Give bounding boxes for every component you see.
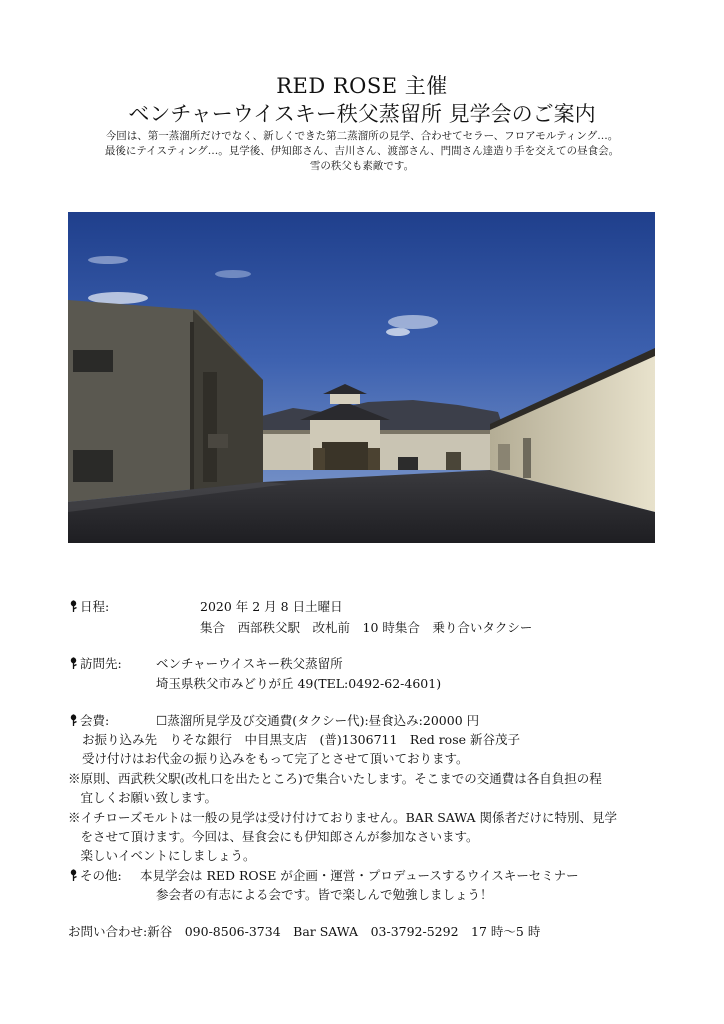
event-organizer-title: RED ROSE 主催 <box>276 74 448 98</box>
visit-address: 埼玉県秩父市みどりが丘 49(TEL:0492-62-4601) <box>156 676 442 691</box>
visit-name: ベンチャーウイスキー秩父蒸留所 <box>156 656 343 671</box>
fee-note: 受け付けはお代金の振り込みをもって完了とさせて頂いております。 <box>82 751 469 766</box>
fee-section <box>68 711 109 729</box>
schedule-section <box>68 597 109 615</box>
visit-section <box>68 654 122 672</box>
intro-line: 今回は、第一蒸溜所だけでなく、新しくできた第二蒸溜所の見学、合わせてセラー、フロアモルティング…。 <box>105 130 619 142</box>
distillery-photo <box>68 212 655 543</box>
intro-line: 雪の秩父も素敵です。 <box>309 160 415 172</box>
note-line: 楽しいイベントにしましょう。 <box>68 848 256 863</box>
visit-label: 訪問先: <box>80 656 122 671</box>
note-line: ※原則、西武秩父駅(改札口を出たところ)で集合いたします。そこまでの交通費は各自負担の程 <box>68 771 602 786</box>
note-line: ※イチローズモルトは一般の見学は受け付けておりません。BAR SAWA 関係者だけに特別、見学 <box>68 810 618 825</box>
contact-info: お問い合わせ:新谷 090-8506-3734 Bar SAWA 03-3792-5292 17 時～5 時 <box>68 924 541 939</box>
fee-label: 会費: <box>80 713 110 728</box>
schedule-meeting: 集合 西部秩父駅 改札前 10 時集合 乗り合いタクシー <box>200 620 533 635</box>
intro-line: 最後にテイスティング…。見学後、伊知郎さん、吉川さん、渡部さん、門間さん達造り手を交えての昼食会。 <box>104 145 620 157</box>
flower-bullet-icon <box>68 657 79 670</box>
flower-bullet-icon <box>68 869 79 882</box>
schedule-label: 日程: <box>80 599 110 614</box>
flower-bullet-icon <box>68 714 79 727</box>
fee-bank-account: お振り込み先 りそな銀行 中目黒支店 (普)1306711 Red rose 新谷茂子 <box>82 732 520 747</box>
flower-bullet-icon <box>68 600 79 613</box>
other-description: 本見学会は RED ROSE が企画・運営・プロデュースするウイスキーセミナー <box>140 868 579 883</box>
other-label: その他: <box>80 868 122 883</box>
other-section <box>68 866 122 884</box>
fee-amount: ☐蒸溜所見学及び交通費(タクシー代):昼食込み:20000 円 <box>156 713 480 728</box>
other-participants: 参会者の有志による会です。皆で楽しんで勉強しましょう！ <box>156 887 493 902</box>
schedule-date: 2020 年 2 月 8 日土曜日 <box>200 599 343 614</box>
note-line: をさせて頂けます。今回は、昼食会にも伊知郎さんが参加なさいます。 <box>68 829 479 844</box>
note-line: 宜しくお願い致します。 <box>68 790 218 805</box>
event-title: ベンチャーウイスキー秩父蒸留所 見学会のご案内 <box>128 102 596 126</box>
intro-text <box>70 129 654 174</box>
